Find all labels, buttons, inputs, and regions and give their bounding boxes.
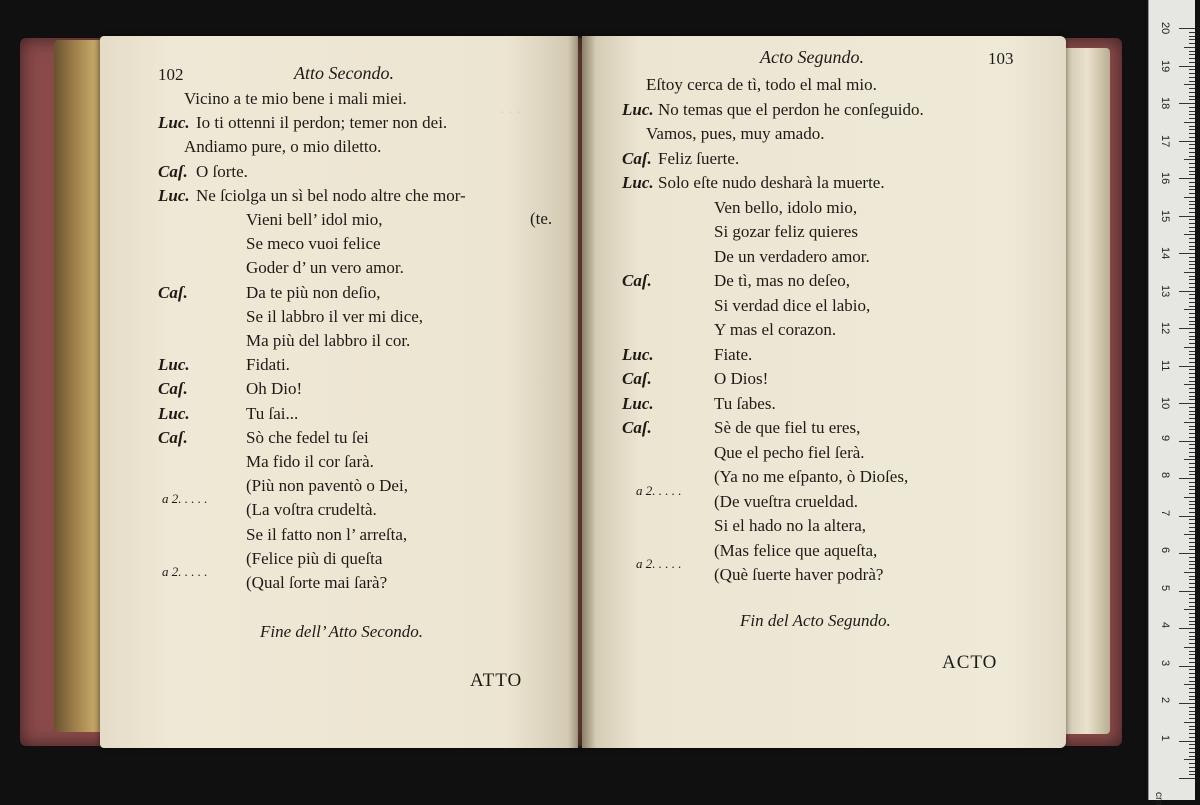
ruler-tick — [1189, 729, 1195, 730]
ruler-tick — [1189, 531, 1195, 532]
ruler-tick — [1189, 636, 1195, 637]
ruler-tick — [1189, 219, 1195, 220]
ruler-tick — [1189, 107, 1195, 108]
ruler-tick — [1189, 302, 1195, 303]
left-page — [100, 36, 578, 748]
ruler-tick — [1189, 523, 1195, 524]
ruler-tick — [1189, 771, 1195, 772]
verse-line: Fiate. — [714, 344, 753, 364]
ruler-tick — [1189, 298, 1195, 299]
ruler-tick — [1189, 669, 1195, 670]
ruler-tick — [1189, 763, 1195, 764]
ruler-tick — [1189, 381, 1195, 382]
ruler-tick — [1189, 268, 1195, 269]
verse-line: Solo eſte nudo desharà la muerte. — [658, 173, 885, 192]
ruler-tick — [1189, 362, 1195, 363]
act-end-line: Fin del Acto Segundo. — [740, 611, 891, 630]
verse-line: Ne ſciolga un sì bel nodo altre che mor- — [196, 185, 466, 205]
ruler-tick — [1189, 767, 1195, 768]
ruler-tick — [1189, 538, 1195, 539]
ruler-tick — [1189, 343, 1195, 344]
ruler-tick — [1184, 684, 1195, 685]
ruler-tick — [1179, 478, 1195, 479]
speaker-label: Caſ. — [622, 418, 652, 437]
speaker-label: Luc. — [622, 173, 654, 192]
ruler-tick — [1189, 324, 1195, 325]
ruler-tick — [1189, 426, 1195, 427]
ruler-tick — [1189, 561, 1195, 562]
ruler-tick — [1189, 186, 1195, 187]
speaker-label: Caſ. — [622, 148, 652, 168]
verse-line: Io ti ottenni il perdon; temer non dei. — [196, 113, 448, 133]
ruler-tick — [1189, 718, 1195, 719]
ruler-tick — [1184, 422, 1195, 423]
verse-line: (La voſtra crudeltà. — [246, 500, 377, 520]
ruler-tick — [1189, 583, 1195, 584]
ruler-unit-label: cm — [1153, 792, 1164, 805]
ruler-tick — [1179, 516, 1195, 517]
ruler-tick — [1189, 133, 1195, 134]
ruler-tick — [1189, 189, 1195, 190]
ruler-tick — [1189, 594, 1195, 595]
speaker-label: Caſ. — [158, 282, 188, 302]
speaker-label: a 2. . . . . — [162, 491, 208, 507]
ruler-number: 2 — [1159, 697, 1171, 704]
page-number: 103 — [988, 49, 1014, 68]
ruler-tick — [1189, 73, 1195, 74]
verse-line: (Ya no me eſpanto, ò Dioſes, — [714, 467, 909, 486]
verse-line: De un verdadero amor. — [714, 246, 870, 266]
ruler-tick — [1189, 231, 1195, 232]
verse-line: No temas que el perdon he conſeguido. — [658, 99, 924, 119]
verse-line: O Dios! — [714, 369, 769, 388]
ruler-tick — [1189, 602, 1195, 603]
ruler-tick — [1189, 467, 1195, 468]
speaker-label: a 2. . . . . — [636, 556, 682, 571]
ruler-tick — [1189, 152, 1195, 153]
ruler-tick — [1189, 283, 1195, 284]
ruler-tick — [1189, 336, 1195, 337]
ruler-tick — [1179, 66, 1195, 67]
verse-line: (Mas felice que aqueſta, — [714, 540, 878, 560]
ruler-tick — [1189, 471, 1195, 472]
ruler-tick — [1189, 726, 1195, 727]
ruler-tick — [1189, 246, 1195, 247]
verse-line: Vieni bell’ idol mio, — [246, 210, 383, 229]
ruler-tick — [1184, 459, 1195, 460]
ruler-tick — [1189, 474, 1195, 475]
ruler-tick — [1189, 632, 1195, 633]
ruler-tick — [1179, 141, 1195, 142]
verse-line: (Qual ſorte mai ſarà? — [246, 573, 388, 592]
ruler-tick — [1189, 587, 1195, 588]
ruler-tick — [1189, 714, 1195, 715]
ruler-tick — [1189, 126, 1195, 127]
ruler-tick — [1189, 223, 1195, 224]
speaker-label: Caſ. — [622, 271, 652, 290]
speaker-label: Luc. — [622, 99, 654, 119]
ruler-tick — [1189, 114, 1195, 115]
ruler-tick — [1189, 193, 1195, 194]
ruler-number: 6 — [1159, 547, 1171, 554]
ruler-tick — [1189, 167, 1195, 168]
ruler-tick — [1189, 654, 1195, 655]
ruler-tick — [1189, 501, 1195, 502]
ruler-tick — [1189, 62, 1195, 63]
catchword: ATTO — [470, 670, 523, 691]
verse-line: (De vueſtra crueldad. — [714, 491, 858, 511]
ruler-tick — [1189, 752, 1195, 753]
ruler-tick — [1189, 354, 1195, 355]
ruler-number: 5 — [1159, 584, 1171, 591]
ruler-tick — [1189, 699, 1195, 700]
ruler-tick — [1179, 178, 1195, 179]
verse-line: Tu ſai... — [246, 403, 299, 423]
ruler-tick — [1179, 591, 1195, 592]
ruler-tick — [1189, 137, 1195, 138]
ruler-tick — [1179, 291, 1195, 292]
ruler-tick — [1184, 647, 1195, 648]
verse-line: Da te più non deſio, — [246, 282, 381, 302]
ruler-number: 1 — [1159, 734, 1171, 741]
ruler-tick — [1189, 377, 1195, 378]
ruler-tick — [1189, 88, 1195, 89]
verse-line: Eſtoy cerca de tì, todo el mal mio. — [646, 75, 877, 94]
ruler-tick — [1189, 504, 1195, 505]
verse-line: De tì, mas no deſeo, — [714, 271, 850, 290]
ruler-tick — [1184, 47, 1195, 48]
speaker-label: Luc. — [158, 355, 190, 375]
ruler-tick — [1189, 651, 1195, 652]
ruler-tick — [1184, 759, 1195, 760]
verse-line: Se meco vuoi felice — [246, 234, 381, 254]
ruler-tick — [1184, 609, 1195, 610]
ruler-tick — [1189, 639, 1195, 640]
verse-line: Se il labbro il ver mi dice, — [246, 306, 424, 326]
ruler-tick — [1189, 542, 1195, 543]
ruler-tick — [1189, 681, 1195, 682]
verse-line: Ven bello, idolo mio, — [714, 197, 858, 217]
speaker-label: Luc. — [158, 185, 190, 205]
verse-line: Fidati. — [246, 355, 290, 375]
ruler-tick — [1189, 737, 1195, 738]
ruler-tick — [1184, 159, 1195, 160]
ruler-tick — [1189, 204, 1195, 205]
ruler-tick — [1189, 261, 1195, 262]
verse-line: O ſorte. — [196, 161, 248, 181]
ruler-tick — [1179, 778, 1195, 779]
ruler-number: 14 — [1159, 247, 1171, 260]
ruler-tick — [1189, 77, 1195, 78]
ruler-tick — [1189, 579, 1195, 580]
ruler-tick — [1179, 741, 1195, 742]
ruler-tick — [1189, 163, 1195, 164]
ruler-tick — [1189, 144, 1195, 145]
ruler-tick — [1189, 39, 1195, 40]
ruler-tick — [1189, 519, 1195, 520]
ruler-tick — [1189, 512, 1195, 513]
ruler-tick — [1189, 111, 1195, 112]
ruler-tick — [1179, 441, 1195, 442]
ruler-tick — [1189, 257, 1195, 258]
verse-line: Vamos, pues, muy amado. — [646, 124, 825, 143]
ruler-tick — [1189, 313, 1195, 314]
ruler-tick — [1189, 201, 1195, 202]
ruler-tick — [1189, 624, 1195, 625]
ruler-number: 19 — [1159, 59, 1171, 72]
speaker-label: Luc. — [158, 113, 190, 133]
ruler-tick — [1189, 744, 1195, 745]
ruler-tick — [1189, 276, 1195, 277]
ruler-tick — [1189, 358, 1195, 359]
ruler-tick — [1189, 621, 1195, 622]
ruler-tick — [1189, 208, 1195, 209]
ruler-tick — [1184, 272, 1195, 273]
ruler-tick — [1189, 546, 1195, 547]
ruler-tick — [1189, 493, 1195, 494]
show-through-text: · · · — [500, 106, 521, 121]
ruler-tick — [1189, 36, 1195, 37]
ruler-number: 11 — [1159, 359, 1171, 371]
right-page-edges — [1064, 48, 1110, 734]
ruler-tick — [1189, 692, 1195, 693]
ruler-tick — [1189, 489, 1195, 490]
speaker-label: Caſ. — [158, 427, 188, 447]
ruler-tick — [1184, 722, 1195, 723]
ruler-tick — [1184, 234, 1195, 235]
ruler-tick — [1189, 238, 1195, 239]
ruler-tick — [1184, 197, 1195, 198]
ruler-tick — [1189, 54, 1195, 55]
ruler-tick — [1189, 568, 1195, 569]
ruler-tick — [1189, 174, 1195, 175]
ruler-tick — [1189, 688, 1195, 689]
ruler-tick — [1189, 148, 1195, 149]
ruler-tick — [1184, 384, 1195, 385]
ruler-tick — [1184, 497, 1195, 498]
ruler-number: 3 — [1159, 659, 1171, 666]
ruler-tick — [1189, 557, 1195, 558]
ruler-tick — [1189, 429, 1195, 430]
verse-line: (Felice più di queſta — [246, 548, 383, 568]
ruler-tick — [1189, 486, 1195, 487]
ruler-tick — [1189, 242, 1195, 243]
speaker-label: Luc. — [622, 344, 654, 364]
ruler-tick — [1189, 437, 1195, 438]
ruler-number: 18 — [1159, 97, 1171, 110]
ruler-tick — [1189, 414, 1195, 415]
speaker-label: Caſ. — [622, 369, 652, 388]
ruler-tick — [1189, 433, 1195, 434]
ruler-tick — [1189, 306, 1195, 307]
verse-line: (Più non paventò o Dei, — [246, 476, 408, 496]
ruler-tick — [1189, 756, 1195, 757]
ruler-tick — [1189, 549, 1195, 550]
ruler-tick — [1189, 456, 1195, 457]
ruler-tick — [1184, 84, 1195, 85]
ruler-tick — [1189, 182, 1195, 183]
ruler-tick — [1189, 564, 1195, 565]
ruler-tick — [1179, 28, 1195, 29]
verse-line: Si verdad dice el labio, — [714, 295, 871, 315]
ruler-tick — [1189, 264, 1195, 265]
ruler-tick — [1189, 43, 1195, 44]
verse-line: (Què ſuerte haver podrà? — [714, 565, 884, 584]
ruler-tick — [1189, 677, 1195, 678]
ruler-tick — [1179, 666, 1195, 667]
ruler-tick — [1189, 444, 1195, 445]
ruler-tick — [1189, 171, 1195, 172]
ruler-tick — [1189, 392, 1195, 393]
ruler-number: 17 — [1159, 134, 1171, 147]
ruler-tick — [1189, 411, 1195, 412]
verse-line: Feliz ſuerte. — [658, 148, 740, 168]
ruler-tick — [1179, 103, 1195, 104]
ruler-tick — [1189, 527, 1195, 528]
ruler-number: 12 — [1159, 322, 1171, 335]
ruler-tick — [1189, 407, 1195, 408]
ruler-tick — [1179, 216, 1195, 217]
ruler-tick — [1189, 129, 1195, 130]
ruler-number: 10 — [1159, 397, 1171, 410]
verse-line: Goder d’ un vero amor. — [246, 258, 404, 278]
ruler-tick — [1189, 212, 1195, 213]
right-page — [582, 36, 1066, 748]
ruler-tick — [1189, 463, 1195, 464]
running-head: Acto Segundo. — [760, 47, 864, 67]
act-end-line: Fine dell’ Atto Secondo. — [260, 622, 424, 641]
ruler-tick — [1189, 613, 1195, 614]
ruler-tick — [1189, 418, 1195, 419]
verse-line: Vicino a te mio bene i mali miei. — [184, 89, 407, 108]
ruler-tick — [1189, 321, 1195, 322]
ruler-tick — [1184, 347, 1195, 348]
ruler-tick — [1189, 774, 1195, 775]
ruler-tick — [1189, 96, 1195, 97]
ruler-tick — [1189, 279, 1195, 280]
ruler-tick — [1189, 711, 1195, 712]
verse-line: Se il fatto non l’ arreſta, — [246, 524, 408, 544]
ruler-tick — [1189, 662, 1195, 663]
verse-line: Sè de que fiel tu eres, — [714, 418, 861, 437]
ruler-tick — [1189, 32, 1195, 33]
speaker-label: Caſ. — [158, 379, 188, 399]
ruler-tick — [1189, 369, 1195, 370]
ruler-number: 4 — [1159, 622, 1171, 629]
runover-text: (te. — [530, 209, 553, 228]
ruler-tick — [1189, 396, 1195, 397]
ruler-tick — [1189, 707, 1195, 708]
ruler-tick — [1189, 227, 1195, 228]
ruler-tick — [1189, 696, 1195, 697]
ruler-tick — [1179, 628, 1195, 629]
ruler-tick — [1189, 658, 1195, 659]
ruler-tick — [1189, 99, 1195, 100]
ruler-number: 13 — [1159, 284, 1171, 297]
speaker-label: Luc. — [158, 403, 190, 423]
ruler-tick — [1189, 339, 1195, 340]
ruler-tick — [1189, 294, 1195, 295]
ruler-tick — [1189, 598, 1195, 599]
measurement-ruler — [1148, 0, 1195, 805]
ruler-tick — [1184, 122, 1195, 123]
ruler-tick — [1179, 703, 1195, 704]
ruler-tick — [1189, 606, 1195, 607]
ruler-tick — [1189, 118, 1195, 119]
ruler-tick — [1189, 482, 1195, 483]
verse-line: Ma fido il cor ſarà. — [246, 452, 374, 471]
ruler-tick — [1189, 748, 1195, 749]
ruler-tick — [1189, 351, 1195, 352]
verse-line: Andiamo pure, o mio diletto. — [184, 137, 382, 157]
speaker-label: Luc. — [622, 393, 654, 413]
verse-line: Tu ſabes. — [714, 393, 776, 413]
ruler-tick — [1184, 572, 1195, 573]
ruler-tick — [1189, 156, 1195, 157]
ruler-tick — [1189, 388, 1195, 389]
ruler-tick — [1189, 287, 1195, 288]
verse-line: Oh Dio! — [246, 379, 303, 399]
ruler-tick — [1189, 643, 1195, 644]
ruler-number: 20 — [1159, 22, 1171, 35]
ruler-number: 9 — [1159, 434, 1171, 441]
ruler-tick — [1184, 534, 1195, 535]
ruler-tick — [1189, 317, 1195, 318]
page-number: 102 — [158, 65, 184, 84]
ruler-tick — [1189, 81, 1195, 82]
ruler-tick — [1189, 617, 1195, 618]
ruler-tick — [1189, 58, 1195, 59]
ruler-tick — [1189, 576, 1195, 577]
ruler-tick — [1189, 332, 1195, 333]
ruler-number: 15 — [1159, 209, 1171, 222]
ruler-tick — [1179, 403, 1195, 404]
ruler-tick — [1179, 553, 1195, 554]
book-gutter — [568, 36, 596, 748]
ruler-tick — [1189, 733, 1195, 734]
ruler-tick — [1189, 249, 1195, 250]
verse-line: Ma più del labbro il cor. — [246, 331, 411, 350]
ruler-tick — [1184, 309, 1195, 310]
ruler-number: 16 — [1159, 172, 1171, 185]
ruler-tick — [1179, 253, 1195, 254]
ruler-tick — [1189, 673, 1195, 674]
catchword: ACTO — [942, 652, 998, 673]
speaker-label: Caſ. — [158, 161, 188, 181]
speaker-label: a 2. . . . . — [162, 564, 208, 579]
running-head: Atto Secondo. — [294, 63, 394, 83]
ruler-tick — [1189, 448, 1195, 449]
ruler-tick — [1189, 399, 1195, 400]
verse-line: Sò che fedel tu ſei — [246, 427, 369, 447]
ruler-tick — [1189, 373, 1195, 374]
verse-line: Si gozar feliz quieres — [714, 222, 858, 241]
verse-line: Si el hado no la altera, — [714, 516, 867, 535]
ruler-tick — [1189, 69, 1195, 70]
ruler-number: 8 — [1159, 472, 1171, 479]
ruler-tick — [1179, 328, 1195, 329]
ruler-tick — [1189, 508, 1195, 509]
ruler-tick — [1179, 366, 1195, 367]
ruler-tick — [1189, 92, 1195, 93]
verse-line: Y mas el corazon. — [714, 320, 837, 339]
verse-line: Que el pecho fiel ſerà. — [714, 442, 865, 462]
speaker-label: a 2. . . . . — [636, 482, 682, 498]
ruler-number: 7 — [1159, 509, 1171, 516]
ruler-tick — [1189, 452, 1195, 453]
ruler-tick — [1189, 51, 1195, 52]
